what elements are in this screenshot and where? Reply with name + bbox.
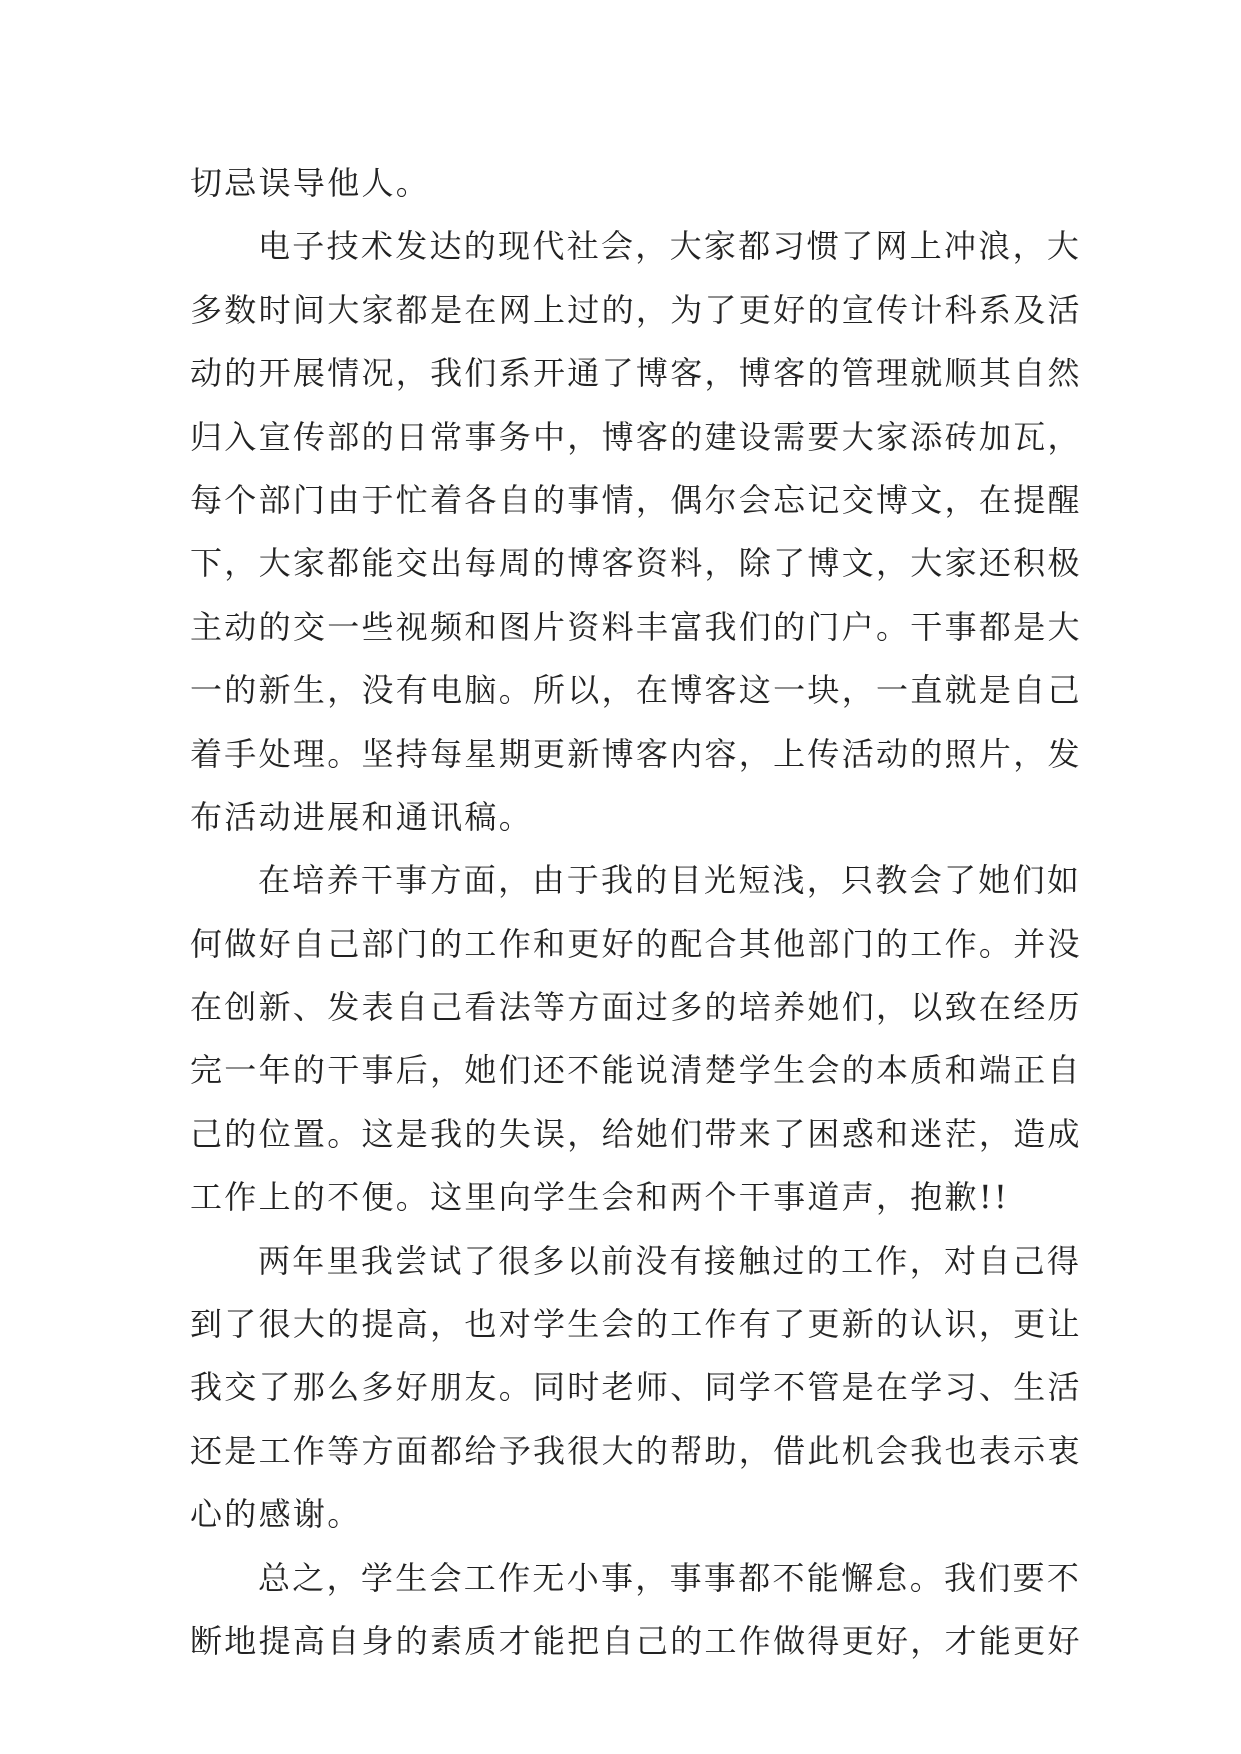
document-body: [190, 152, 1082, 1673]
text-line: 到了很大的提高，也对学生会的工作有了更新的认识，更让: [190, 1305, 1082, 1344]
text-line: 工作上的不便。这里向学生会和两个干事道声，抱歉!!: [190, 1178, 1010, 1217]
paragraph-start-line: 电子技术发达的现代社会，大家都习惯了网上冲浪，大: [258, 227, 1082, 266]
text-line: 切忌误导他人。: [190, 164, 431, 202]
text-line: 心的感谢。: [190, 1495, 362, 1534]
text-line: 着手处理。坚持每星期更新博客内容，上传活动的照片，发: [190, 734, 1082, 773]
text-line: 主动的交一些视频和图片资料丰富我们的门户。干事都是大: [190, 607, 1082, 646]
text-line: 动的开展情况，我们系开通了博客，博客的管理就顺其自然: [190, 354, 1082, 393]
text-line: 还是工作等方面都给予我很大的帮助，借此机会我也表示衷: [190, 1431, 1082, 1470]
text-line: 完一年的干事后，她们还不能说清楚学生会的本质和端正自: [190, 1051, 1082, 1090]
text-line: 下，大家都能交出每周的博客资料，除了博文，大家还积极: [190, 544, 1082, 583]
text-line: 布活动进展和通讯稿。: [190, 797, 534, 836]
paragraph-start-line: 总之，学生会工作无小事，事事都不能懈怠。我们要不: [258, 1558, 1082, 1597]
paragraph-start-line: 两年里我尝试了很多以前没有接触过的工作，对自己得: [258, 1241, 1082, 1280]
text-line: 多数时间大家都是在网上过的，为了更好的宣传计科系及活: [190, 290, 1082, 329]
text-line: 己的位置。这是我的失误，给她们带来了困惑和迷茫，造成: [190, 1114, 1082, 1153]
text-line: 在创新、发表自己看法等方面过多的培养她们，以致在经历: [190, 988, 1082, 1027]
text-line: 何做好自己部门的工作和更好的配合其他部门的工作。并没: [190, 924, 1082, 963]
text-line: 断地提高自身的素质才能把自己的工作做得更好，才能更好: [190, 1621, 1082, 1660]
text-line: 每个部门由于忙着各自的事情，偶尔会忘记交博文，在提醒: [190, 480, 1082, 519]
text-line: 一的新生，没有电脑。所以，在博客这一块，一直就是自己: [190, 671, 1082, 710]
text-line: 我交了那么多好朋友。同时老师、同学不管是在学习、生活: [190, 1368, 1082, 1407]
paragraph-start-line: 在培养干事方面，由于我的目光短浅，只教会了她们如: [258, 861, 1082, 900]
text-line: 归入宣传部的日常事务中，博客的建设需要大家添砖加瓦，: [190, 417, 1082, 456]
